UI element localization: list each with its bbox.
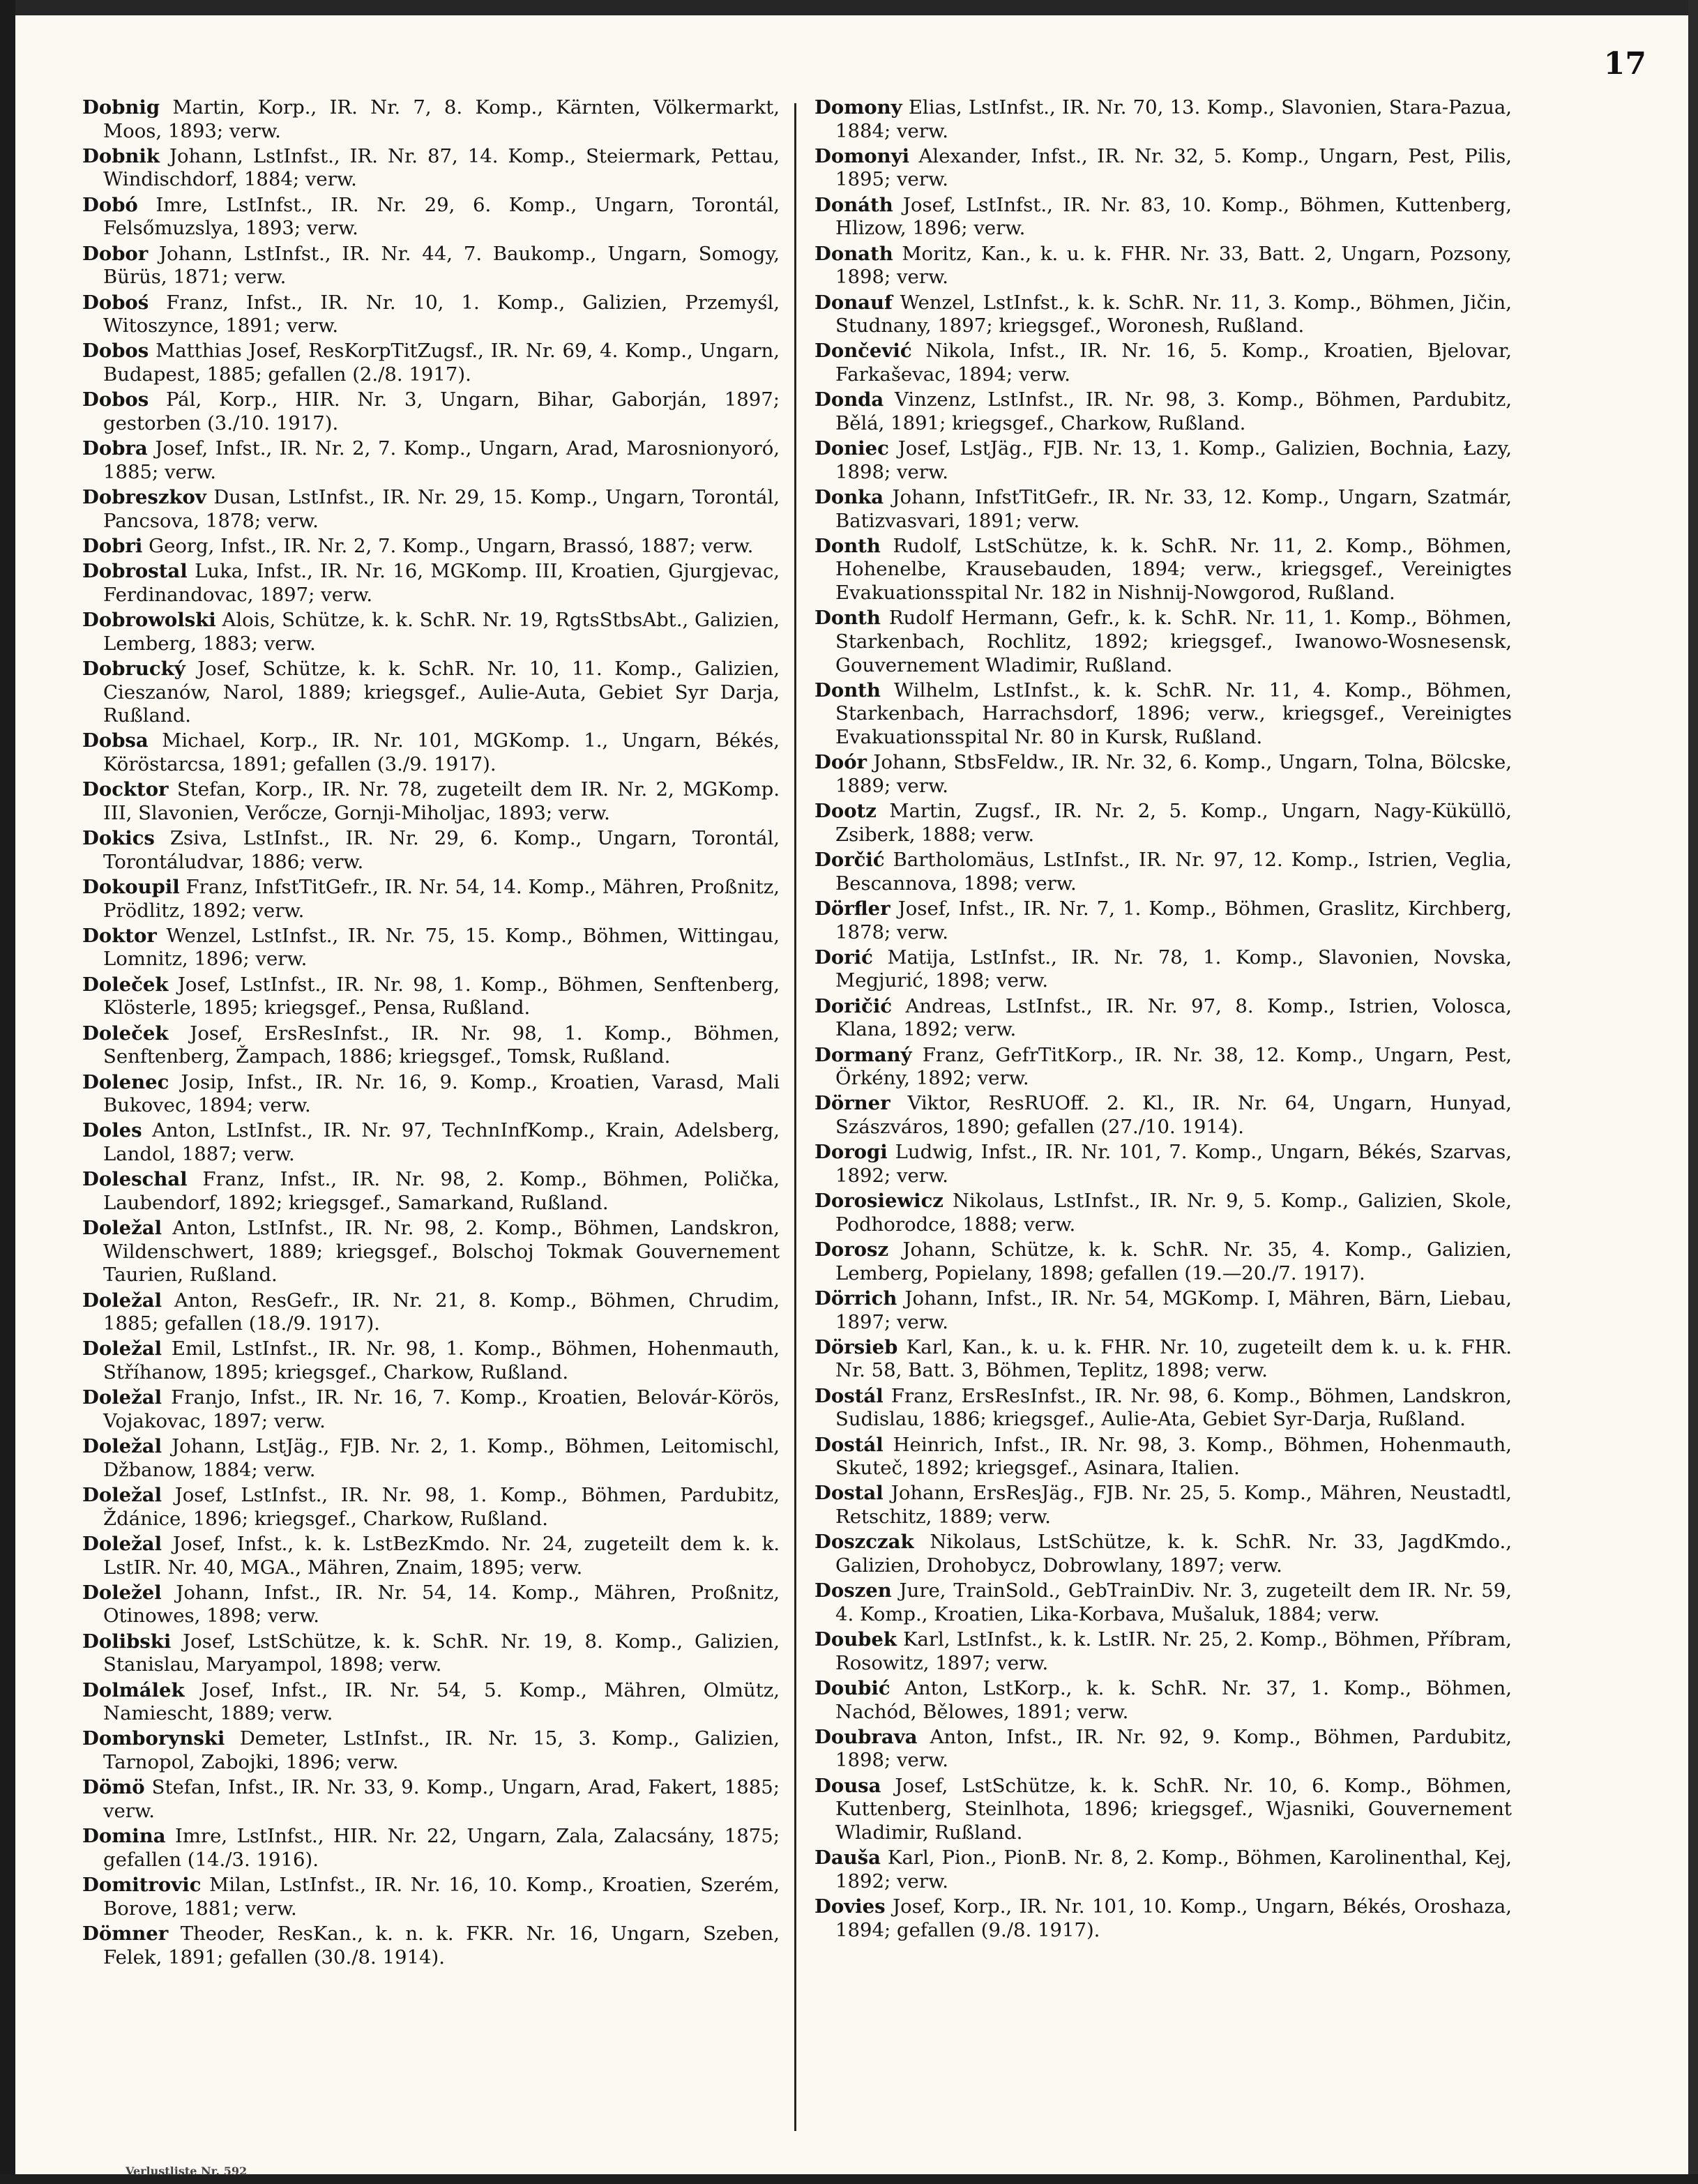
entry-surname: Doleček xyxy=(82,973,169,996)
entry-details: Johann, ErsResJäg., FJB. Nr. 25, 5. Komp., Mähren, Neustadtl, Retschitz, 1889; verw. xyxy=(835,1482,1512,1528)
list-entry xyxy=(814,607,1512,677)
list-entry xyxy=(82,1776,780,1823)
entry-details: Johann, InfstTitGefr., IR. Nr. 33, 12. Komp., Ungarn, Szatmár, Batizvasvari, 1891; verw. xyxy=(835,486,1512,532)
scan-edge-left xyxy=(0,0,15,2184)
entry-details: Nikola, Infst., IR. Nr. 16, 5. Komp., Kroatien, Bjelovar, Farkaševac, 1894; verw. xyxy=(835,340,1512,386)
entry-details: Josef, Infst., k. k. LstBezKmdo. Nr. 24, zugeteilt dem k. k. LstIR. Nr. 40, MGA., Mähren, Znaim, 1895; verw. xyxy=(103,1532,780,1579)
entry-surname: Dobó xyxy=(82,193,138,216)
list-entry xyxy=(814,194,1512,241)
list-entry xyxy=(814,1846,1512,1893)
list-entry xyxy=(814,1336,1512,1383)
scan-edge-top xyxy=(0,0,1698,15)
entry-details: Josef, Infst., IR. Nr. 7, 1. Komp., Böhmen, Graslitz, Kirchberg, 1878; verw. xyxy=(835,897,1512,943)
list-entry xyxy=(82,1386,780,1433)
list-entry xyxy=(814,1190,1512,1236)
entry-surname: Doniec xyxy=(814,437,889,460)
entry-surname: Dömö xyxy=(82,1776,145,1799)
entry-details: Anton, Infst., IR. Nr. 92, 9. Komp., Böhmen, Pardubitz, 1898; verw. xyxy=(835,1725,1512,1772)
entry-details: Anton, ResGefr., IR. Nr. 21, 8. Komp., Böhmen, Chrudim, 1885; gefallen (18./9. 1917). xyxy=(103,1289,780,1335)
list-entry xyxy=(814,800,1512,847)
list-entry xyxy=(82,1582,780,1628)
entry-surname: Doór xyxy=(814,751,867,774)
list-entry xyxy=(82,1119,780,1166)
entry-surname: Dorosiewicz xyxy=(814,1190,943,1213)
entry-surname: Donth xyxy=(814,534,881,557)
entry-details: Franz, ErsResInfst., IR. Nr. 98, 6. Komp., Böhmen, Landskron, Sudislau, 1886; kriegsgef., Aulie-Ata, Gebiet Syr-Darja, Rußland. xyxy=(835,1384,1512,1431)
entry-surname: Dörfler xyxy=(814,897,890,920)
list-entry xyxy=(82,194,780,241)
entry-surname: Dobsa xyxy=(82,729,149,752)
entry-surname: Doboś xyxy=(82,291,149,314)
entry-surname: Dootz xyxy=(814,800,877,823)
list-entry xyxy=(814,437,1512,484)
list-entry xyxy=(814,291,1512,338)
entry-surname: Doležal xyxy=(82,1532,162,1555)
entry-details: Wenzel, LstInfst., k. k. SchR. Nr. 11, 3. Komp., Böhmen, Jičin, Studnany, 1897; kriegsgef., Woronesh, Rußland. xyxy=(835,291,1512,338)
list-entry xyxy=(82,388,780,435)
entry-details: Karl, LstInfst., k. k. LstIR. Nr. 25, 2. Komp., Böhmen, Příbram, Rosowitz, 1897; verw. xyxy=(835,1628,1512,1674)
entry-surname: Dorić xyxy=(814,946,873,969)
list-entry xyxy=(814,535,1512,605)
entry-surname: Doležal xyxy=(82,1289,162,1312)
entry-details: Imre, LstInfst., IR. Nr. 29, 6. Komp., Ungarn, Torontál, Felsőmuzslya, 1893; verw. xyxy=(103,193,780,240)
list-entry xyxy=(814,1482,1512,1529)
list-entry xyxy=(82,925,780,971)
entry-details: Georg, Infst., IR. Nr. 2, 7. Komp., Ungarn, Brassó, 1887; verw. xyxy=(142,534,754,557)
list-entry xyxy=(82,1679,780,1726)
list-entry xyxy=(814,679,1512,750)
list-entry xyxy=(82,243,780,289)
entry-surname: Doleschal xyxy=(82,1168,188,1191)
entry-surname: Dolenec xyxy=(82,1070,169,1093)
right-column xyxy=(814,96,1512,1944)
entry-details: Franjo, Infst., IR. Nr. 16, 7. Komp., Kroatien, Belovár-Körös, Vojakovac, 1897; verw. xyxy=(103,1386,780,1432)
list-entry xyxy=(82,658,780,728)
entry-details: Franz, Infst., IR. Nr. 10, 1. Komp., Galizien, Przemyśl, Witoszynce, 1891; verw. xyxy=(103,291,780,338)
entry-details: Anton, LstInfst., IR. Nr. 98, 2. Komp., Böhmen, Landskron, Wildenschwert, 1889; kriegsgef., Bolschoj Tokmak Gouvernement Taurien, Rußland. xyxy=(103,1217,780,1287)
entry-surname: Dorogi xyxy=(814,1141,888,1164)
entry-details: Anton, LstKorp., k. k. SchR. Nr. 37, 1. Komp., Böhmen, Nachód, Bělowes, 1891; verw. xyxy=(835,1676,1512,1723)
entry-surname: Dobos xyxy=(82,388,149,411)
entry-surname: Doležal xyxy=(82,1484,162,1507)
list-entry xyxy=(82,1435,780,1482)
entry-surname: Doležal xyxy=(82,1217,162,1240)
entry-details: Zsiva, LstInfst., IR. Nr. 29, 6. Komp., Ungarn, Torontál, Torontáludvar, 1886; verw. xyxy=(103,827,780,873)
list-entry xyxy=(814,1579,1512,1626)
list-entry xyxy=(814,145,1512,192)
entry-details: Karl, Pion., PionB. Nr. 8, 2. Komp., Böhmen, Karolinenthal, Kej, 1892; verw. xyxy=(835,1846,1512,1893)
list-entry xyxy=(82,827,780,874)
list-entry xyxy=(814,995,1512,1042)
entry-details: Milan, LstInfst., IR. Nr. 16, 10. Komp., Kroatien, Szerém, Borove, 1881; verw. xyxy=(103,1874,780,1920)
entry-surname: Doszczak xyxy=(814,1531,914,1554)
entry-details: Demeter, LstInfst., IR. Nr. 15, 3. Komp., Galizien, Tarnopol, Zabojki, 1896; verw. xyxy=(103,1727,780,1774)
entry-details: Dusan, LstInfst., IR. Nr. 29, 15. Komp., Ungarn, Torontál, Pancsova, 1878; verw. xyxy=(103,486,780,532)
entry-surname: Docktor xyxy=(82,778,169,801)
entry-surname: Dörner xyxy=(814,1092,890,1115)
entry-surname: Domonyi xyxy=(814,144,910,167)
entry-surname: Dormaný xyxy=(814,1043,912,1066)
list-entry xyxy=(814,340,1512,386)
list-entry xyxy=(82,1533,780,1579)
entry-details: Rudolf Hermann, Gefr., k. k. SchR. Nr. 11, 1. Komp., Böhmen, Starkenbach, Rochlitz, 1892; kriegsgef., Iwanowo-Wosnesensk, Gouvernement Wladimir, Rußland. xyxy=(835,607,1512,676)
entry-surname: Dauša xyxy=(814,1846,881,1870)
entry-surname: Dobos xyxy=(82,340,149,363)
list-entry xyxy=(814,96,1512,143)
list-entry xyxy=(82,1337,780,1384)
entry-details: Emil, LstInfst., IR. Nr. 98, 1. Komp., Böhmen, Hohenmauth, Stříhanow, 1895; kriegsgef., Charkow, Rußland. xyxy=(103,1337,780,1384)
entry-details: Josip, Infst., IR. Nr. 16, 9. Komp., Kroatien, Varasd, Mali Bukovec, 1894; verw. xyxy=(103,1070,780,1117)
entry-surname: Dobrucký xyxy=(82,657,185,680)
entry-details: Viktor, ResRUOff. 2. Kl., IR. Nr. 64, Ungarn, Hunyad, Szászváros, 1890; gefallen (27./10. 1914). xyxy=(835,1092,1512,1138)
entry-details: Johann, StbsFeldw., IR. Nr. 32, 6. Komp., Ungarn, Tolna, Bölcske, 1889; verw. xyxy=(835,751,1512,797)
entry-surname: Dobnik xyxy=(82,144,160,167)
entry-details: Rudolf, LstSchütze, k. k. SchR. Nr. 11, 2. Komp., Böhmen, Hohenelbe, Krausebauden, 1894; verw., kriegsgef., Vereinigtes Evakuationsspital Nr. 182 in Nishnij-Nowgorod, Rußland. xyxy=(835,534,1512,605)
list-entry xyxy=(814,897,1512,944)
entry-details: Anton, LstInfst., IR. Nr. 97, TechnInfKomp., Krain, Adelsberg, Landol, 1887; verw. xyxy=(103,1119,780,1165)
list-entry xyxy=(814,1775,1512,1845)
entry-surname: Doričić xyxy=(814,994,893,1017)
entry-surname: Dorosz xyxy=(814,1238,889,1261)
entry-details: Josef, LstSchütze, k. k. SchR. Nr. 10, 6. Komp., Böhmen, Kuttenberg, Steinlhota, 1896; kriegsgef., Wjasniki, Gouvernement Wladimir, Rußland. xyxy=(835,1774,1512,1844)
entry-details: Theoder, ResKan., k. n. k. FKR. Nr. 16, Ungarn, Szeben, Felek, 1891; gefallen (30./8. 1914). xyxy=(103,1922,780,1969)
entry-details: Pál, Korp., HIR. Nr. 3, Ungarn, Bihar, Gaborján, 1897; gestorben (3./10. 1917). xyxy=(103,388,780,434)
entry-details: Franz, Infst., IR. Nr. 98, 2. Komp., Böhmen, Polička, Laubendorf, 1892; kriegsgef., Samarkand, Rußland. xyxy=(103,1168,780,1214)
list-entry xyxy=(82,1168,780,1215)
entry-details: Josef, LstInfst., IR. Nr. 83, 10. Komp., Böhmen, Kuttenberg, Hlizow, 1896; verw. xyxy=(835,193,1512,240)
list-entry xyxy=(82,1289,780,1336)
entry-details: Franz, GefrTitKorp., IR. Nr. 38, 12. Komp., Ungarn, Pest, Örkény, 1892; verw. xyxy=(835,1043,1512,1090)
entry-surname: Doležal xyxy=(82,1435,162,1458)
list-entry xyxy=(82,1217,780,1287)
entry-details: Josef, Schütze, k. k. SchR. Nr. 10, 11. Komp., Galizien, Cieszanów, Narol, 1889; kriegsgef., Aulie-Auta, Gebiet Syr Darja, Rußland. xyxy=(103,657,780,727)
list-entry xyxy=(82,145,780,192)
entry-details: Nikolaus, LstSchütze, k. k. SchR. Nr. 33, JagdKmdo., Galizien, Drohobycz, Dobrowlany, 1897; verw. xyxy=(835,1531,1512,1577)
entry-details: Johann, LstJäg., FJB. Nr. 2, 1. Komp., Böhmen, Leitomischl, Džbanow, 1884; verw. xyxy=(103,1435,780,1481)
list-entry xyxy=(82,1923,780,1969)
entry-details: Stefan, Korp., IR. Nr. 78, zugeteilt dem IR. Nr. 2, MGKomp. III, Slavonien, Verőcze, Gornji-Miholjac, 1893; verw. xyxy=(103,778,780,824)
entry-surname: Dolibski xyxy=(82,1630,172,1653)
entry-details: Josef, LstInfst., IR. Nr. 98, 1. Komp., Böhmen, Pardubitz, Ždánice, 1896; kriegsgef., Charkow, Rußland. xyxy=(103,1484,780,1530)
entry-surname: Dobra xyxy=(82,437,148,460)
entry-surname: Dobreszkov xyxy=(82,486,206,508)
entry-details: Karl, Kan., k. u. k. FHR. Nr. 10, zugeteilt dem k. u. k. FHR. Nr. 58, Batt. 3, Böhmen, Teplitz, 1898; verw. xyxy=(835,1335,1512,1382)
list-entry xyxy=(82,1727,780,1774)
left-column xyxy=(82,96,780,1971)
list-entry xyxy=(82,876,780,923)
entry-surname: Domborynski xyxy=(82,1727,225,1750)
entry-surname: Dobnig xyxy=(82,96,160,119)
list-entry xyxy=(82,535,780,559)
scan-edge-bottom xyxy=(0,2174,1698,2184)
entry-details: Alois, Schütze, k. k. SchR. Nr. 19, RgtsStbsAbt., Galizien, Lemberg, 1883; verw. xyxy=(103,609,780,655)
entry-details: Johann, Infst., IR. Nr. 54, MGKomp. I, Mähren, Bärn, Liebau, 1897; verw. xyxy=(835,1287,1512,1333)
entry-details: Luka, Infst., IR. Nr. 16, MGKomp. III, Kroatien, Gjurgjevac, Ferdinandovac, 1897; verw. xyxy=(103,560,780,606)
scan-edge-right xyxy=(1688,0,1698,2184)
entry-details: Jure, TrainSold., GebTrainDiv. Nr. 3, zugeteilt dem IR. Nr. 59, 4. Komp., Kroatien, Lika-Korbava, Mušaluk, 1884; verw. xyxy=(835,1579,1512,1625)
entry-details: Moritz, Kan., k. u. k. FHR. Nr. 33, Batt. 2, Ungarn, Pozsony, 1898; verw. xyxy=(835,242,1512,289)
list-entry xyxy=(814,1531,1512,1577)
list-entry xyxy=(814,486,1512,533)
entry-surname: Donda xyxy=(814,388,884,411)
list-entry xyxy=(814,1238,1512,1285)
entry-surname: Donath xyxy=(814,242,893,265)
list-entry xyxy=(82,560,780,607)
list-entry xyxy=(82,486,780,533)
entry-details: Johann, Infst., IR. Nr. 54, 14. Komp., Mähren, Proßnitz, Otinowes, 1898; verw. xyxy=(103,1581,780,1628)
entry-surname: Dostál xyxy=(814,1433,884,1456)
entry-surname: Dostal xyxy=(814,1482,884,1505)
column-divider xyxy=(794,103,796,2131)
list-entry xyxy=(814,1677,1512,1724)
list-entry xyxy=(82,609,780,655)
entry-surname: Doktor xyxy=(82,924,157,947)
entry-details: Josef, LstJäg., FJB. Nr. 13, 1. Komp., Galizien, Bochnia, Łazy, 1898; verw. xyxy=(835,437,1512,483)
entry-details: Imre, LstInfst., HIR. Nr. 22, Ungarn, Zala, Zalacsány, 1875; gefallen (14./3. 1916). xyxy=(103,1825,780,1871)
list-entry xyxy=(814,849,1512,895)
entry-surname: Doubrava xyxy=(814,1725,918,1748)
entry-surname: Dousa xyxy=(814,1774,881,1797)
entry-surname: Doležal xyxy=(82,1337,162,1360)
entry-details: Josef, LstSchütze, k. k. SchR. Nr. 19, 8. Komp., Galizien, Stanislau, Maryampol, 1898; verw. xyxy=(103,1630,780,1676)
entry-surname: Dobrowolski xyxy=(82,609,216,632)
list-entry xyxy=(82,1022,780,1069)
list-entry xyxy=(82,1071,780,1118)
entry-details: Elias, LstInfst., IR. Nr. 70, 13. Komp., Slavonien, Stara-Pazua, 1884; verw. xyxy=(835,96,1512,142)
list-entry xyxy=(814,1628,1512,1675)
list-entry xyxy=(814,1141,1512,1188)
list-entry xyxy=(814,1092,1512,1139)
list-entry xyxy=(814,1895,1512,1942)
list-entry xyxy=(814,388,1512,435)
entry-surname: Donth xyxy=(814,607,881,630)
entry-surname: Doležal xyxy=(82,1386,162,1409)
entry-details: Vinzenz, LstInfst., IR. Nr. 98, 3. Komp., Böhmen, Pardubitz, Bělá, 1891; kriegsgef., Charkow, Rußland. xyxy=(835,388,1512,434)
entry-surname: Dörrich xyxy=(814,1287,897,1310)
entry-details: Nikolaus, LstInfst., IR. Nr. 9, 5. Komp., Galizien, Skole, Podhorodce, 1888; verw. xyxy=(835,1190,1512,1236)
entry-surname: Donáth xyxy=(814,193,893,216)
entry-surname: Doležel xyxy=(82,1581,162,1604)
entry-surname: Domitrovic xyxy=(82,1874,202,1897)
entry-surname: Dončević xyxy=(814,340,912,363)
entry-surname: Dolmálek xyxy=(82,1678,185,1701)
entry-details: Stefan, Infst., IR. Nr. 33, 9. Komp., Ungarn, Arad, Fakert, 1885; verw. xyxy=(103,1776,780,1822)
entry-details: Andreas, LstInfst., IR. Nr. 97, 8. Komp., Istrien, Volosca, Klana, 1892; verw. xyxy=(835,994,1512,1041)
list-entry xyxy=(82,778,780,825)
entry-details: Josef, ErsResInfst., IR. Nr. 98, 1. Komp., Böhmen, Senftenberg, Žampach, 1886; kriegsgef., Tomsk, Rußland. xyxy=(103,1022,780,1068)
entry-surname: Dokoupil xyxy=(82,876,180,898)
list-entry xyxy=(82,291,780,338)
list-entry xyxy=(814,243,1512,289)
entry-details: Johann, Schütze, k. k. SchR. Nr. 35, 4. Komp., Galizien, Lemberg, Popielany, 1898; gefallen (19.—20./7. 1917). xyxy=(835,1238,1512,1284)
entry-details: Josef, Korp., IR. Nr. 101, 10. Komp., Ungarn, Békés, Oroshaza, 1894; gefallen (9./8. 1917). xyxy=(835,1895,1512,1941)
entry-surname: Dobri xyxy=(82,534,143,557)
list-entry xyxy=(82,1630,780,1677)
entry-surname: Donka xyxy=(814,486,884,508)
entry-details: Michael, Korp., IR. Nr. 101, MGKomp. 1., Ungarn, Békés, Köröstarcsa, 1891; gefallen (3./9. 1917). xyxy=(103,729,780,775)
entry-details: Matthias Josef, ResKorpTitZugsf., IR. Nr. 69, 4. Komp., Ungarn, Budapest, 1885; gefallen (2./8. 1917). xyxy=(103,340,780,386)
list-entry xyxy=(814,751,1512,798)
list-entry xyxy=(814,1385,1512,1432)
list-entry xyxy=(814,1044,1512,1091)
entry-details: Heinrich, Infst., IR. Nr. 98, 3. Komp., Böhmen, Hohenmauth, Skuteč, 1892; kriegsgef., Asinara, Italien. xyxy=(835,1433,1512,1480)
entry-surname: Doszen xyxy=(814,1579,892,1602)
entry-surname: Dokics xyxy=(82,827,155,850)
entry-surname: Doubek xyxy=(814,1628,897,1651)
entry-details: Wenzel, LstInfst., IR. Nr. 75, 15. Komp., Böhmen, Wittingau, Lomnitz, 1896; verw. xyxy=(103,924,780,971)
entry-surname: Dömner xyxy=(82,1922,169,1945)
list-entry xyxy=(82,1825,780,1872)
list-entry xyxy=(82,340,780,386)
entry-details: Ludwig, Infst., IR. Nr. 101, 7. Komp., Ungarn, Békés, Szarvas, 1892; verw. xyxy=(835,1141,1512,1187)
entry-details: Wilhelm, LstInfst., k. k. SchR. Nr. 11, 4. Komp., Böhmen, Starkenbach, Harrachsdorf, 1896; verw., kriegsgef., Vereinigtes Evakuationsspital Nr. 80 in Kursk, Rußland. xyxy=(835,678,1512,748)
entry-details: Johann, LstInfst., IR. Nr. 87, 14. Komp., Steiermark, Pettau, Windischdorf, 1884; verw. xyxy=(103,144,780,191)
entry-surname: Dostál xyxy=(814,1384,884,1407)
entry-surname: Dobrostal xyxy=(82,560,188,583)
list-entry xyxy=(82,973,780,1020)
list-entry xyxy=(82,96,780,143)
entry-details: Josef, Infst., IR. Nr. 54, 5. Komp., Mähren, Olmütz, Namiescht, 1889; verw. xyxy=(103,1678,780,1725)
page-number: 17 xyxy=(1603,46,1646,82)
entry-details: Johann, LstInfst., IR. Nr. 44, 7. Baukomp., Ungarn, Somogy, Bürüs, 1871; verw. xyxy=(103,242,780,289)
list-entry xyxy=(814,1287,1512,1334)
entry-details: Josef, LstInfst., IR. Nr. 98, 1. Komp., Böhmen, Senftenberg, Klösterle, 1895; kriegsgef., Pensa, Rußland. xyxy=(103,973,780,1019)
entry-surname: Doles xyxy=(82,1119,142,1142)
entry-details: Franz, InfstTitGefr., IR. Nr. 54, 14. Komp., Mähren, Proßnitz, Prödlitz, 1892; verw. xyxy=(103,876,780,922)
entry-details: Josef, Infst., IR. Nr. 2, 7. Komp., Ungarn, Arad, Marosnionyoró, 1885; verw. xyxy=(103,437,780,483)
list-entry xyxy=(82,1874,780,1920)
entry-surname: Donauf xyxy=(814,291,893,314)
entry-details: Alexander, Infst., IR. Nr. 32, 5. Komp., Ungarn, Pest, Pilis, 1895; verw. xyxy=(835,144,1512,191)
entry-surname: Doubić xyxy=(814,1676,890,1699)
footer-mark: Verlustliste Nr. 592 xyxy=(126,2164,248,2178)
entry-surname: Dobor xyxy=(82,242,149,265)
entry-details: Matija, LstInfst., IR. Nr. 78, 1. Komp., Slavonien, Novska, Megjurić, 1898; verw. xyxy=(835,946,1512,992)
entry-surname: Domony xyxy=(814,96,902,119)
entry-surname: Domina xyxy=(82,1825,166,1848)
entry-details: Martin, Zugsf., IR. Nr. 2, 5. Komp., Ungarn, Nagy-Küküllö, Zsiberk, 1888; verw. xyxy=(835,800,1512,846)
entry-details: Martin, Korp., IR. Nr. 7, 8. Komp., Kärnten, Völkermarkt, Moos, 1893; verw. xyxy=(103,96,780,142)
entry-surname: Donth xyxy=(814,678,881,702)
list-entry xyxy=(814,1726,1512,1773)
entry-surname: Dorčić xyxy=(814,849,885,872)
entry-details: Bartholomäus, LstInfst., IR. Nr. 97, 12. Komp., Istrien, Veglia, Bescannova, 1898; verw. xyxy=(835,849,1512,895)
list-entry xyxy=(82,1484,780,1531)
entry-surname: Dörsieb xyxy=(814,1335,898,1358)
list-entry xyxy=(82,437,780,484)
entry-surname: Doleček xyxy=(82,1022,169,1045)
list-entry xyxy=(82,729,780,776)
list-entry xyxy=(814,946,1512,993)
entry-surname: Dovies xyxy=(814,1895,886,1918)
list-entry xyxy=(814,1434,1512,1480)
